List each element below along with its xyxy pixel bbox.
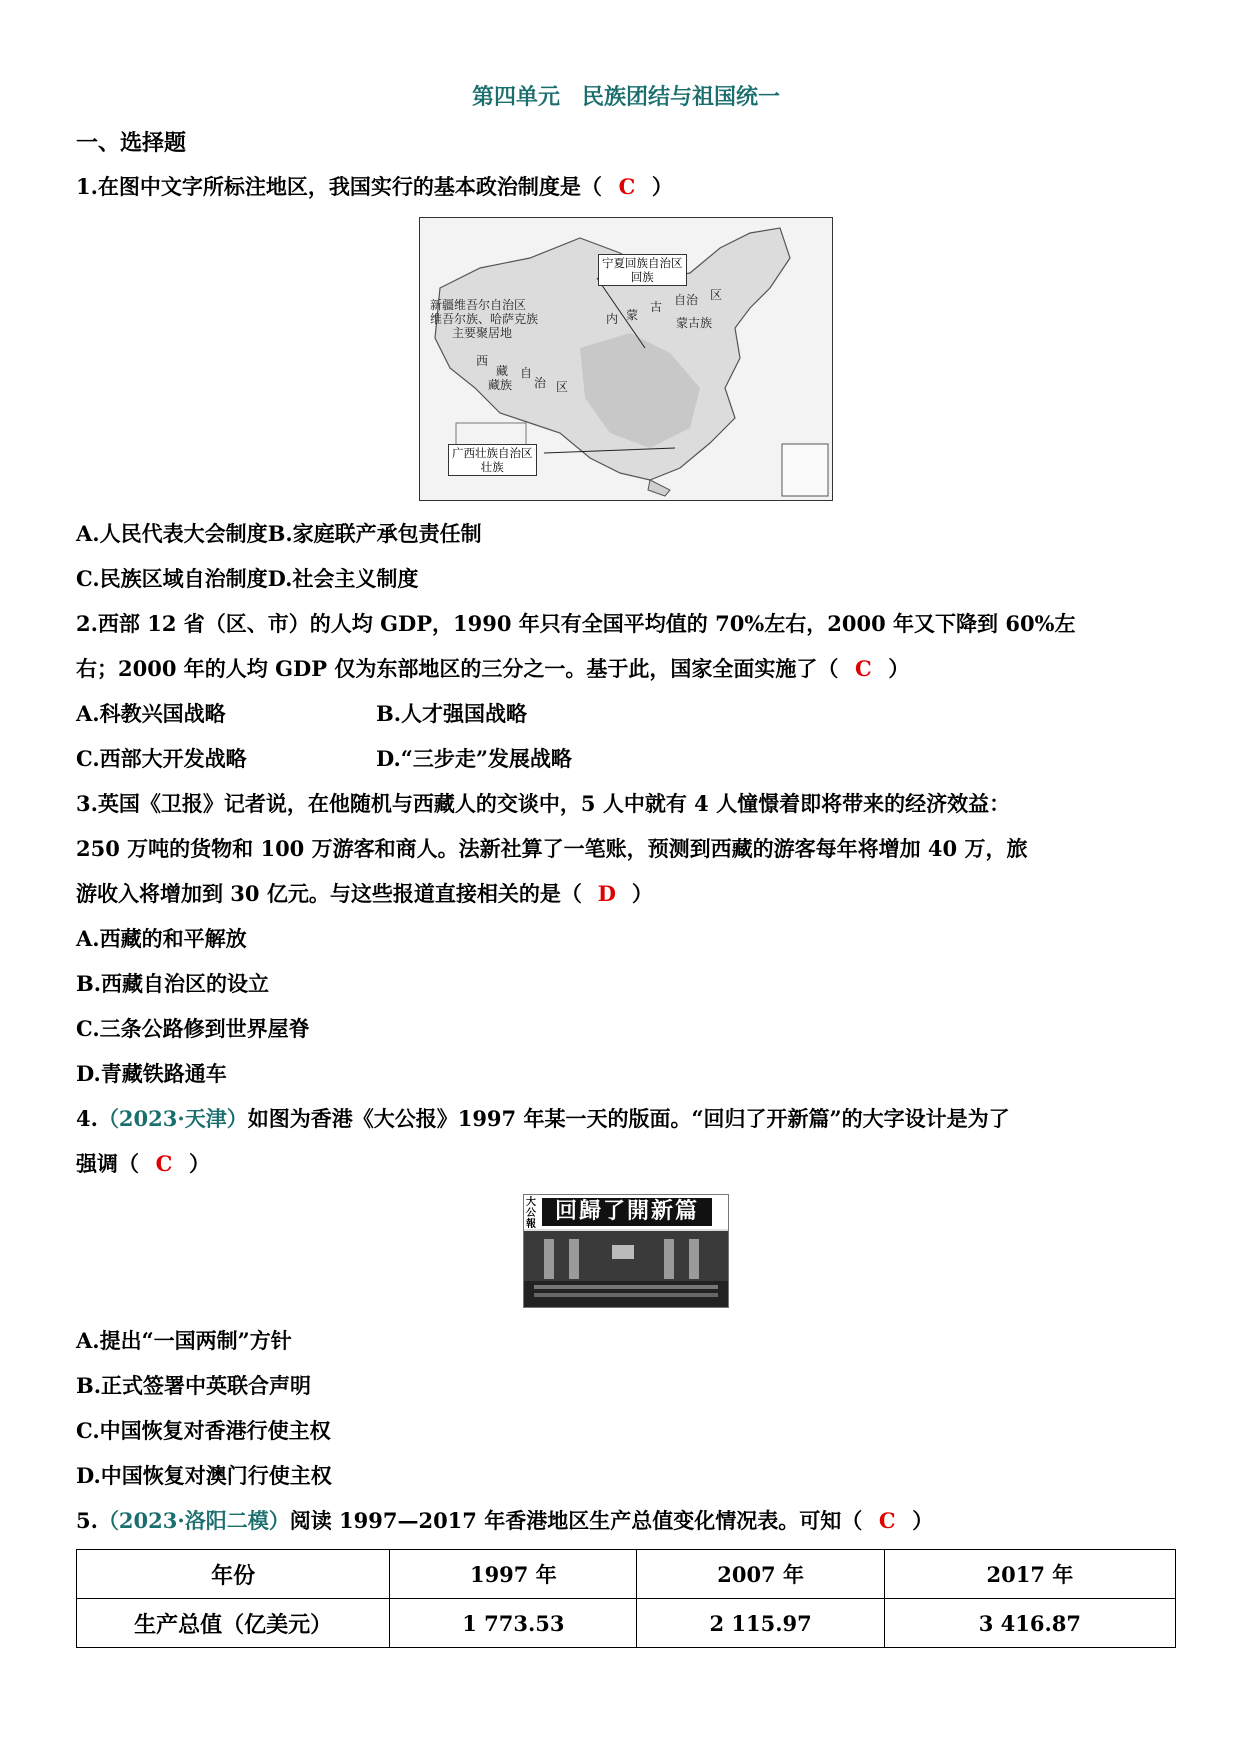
neimenggu-char-5: 治 [686, 293, 699, 307]
newspaper-photo [524, 1231, 728, 1307]
question-2-answer: C [854, 656, 872, 681]
xizang-char-1: 西 [476, 354, 489, 368]
xizang-char-3: 自 [520, 366, 533, 380]
xizang-char-2: 藏 [496, 364, 509, 378]
neimenggu-char-3: 古 [650, 300, 663, 314]
question-3-stem-line-1: 3.英国《卫报》记者说，在他随机与西藏人的交谈中，5 人中就有 4 人憧憬着即将带来的经济效益： [76, 791, 1011, 816]
question-1-text: 1.在图中文字所标注地区，我国实行的基本政治制度是（ [76, 174, 602, 199]
neimenggu-char-1: 内 [606, 312, 619, 326]
question-4-option-a: A.提出“一国两制”方针 [76, 1328, 292, 1353]
question-3-option-b: B.西藏自治区的设立 [76, 971, 270, 996]
table-header-cell: 2017 年 [884, 1550, 1175, 1599]
question-2-option-a: A.科教兴国战略 [76, 701, 226, 726]
table-header-row [77, 1550, 1176, 1599]
table-row [77, 1599, 1176, 1648]
table-header-cell: 2007 年 [637, 1550, 884, 1599]
question-3-stem-line-2: 250 万吨的货物和 100 万游客和商人。法新社算了一笔账，预测到西藏的游客每年将增加 40 万，旅 [76, 836, 1028, 861]
guangxi-people-label: 壮族 [480, 460, 504, 474]
guangxi-label-box [448, 444, 537, 476]
question-4-stem-line-2: 强调（ C ） [76, 1141, 1176, 1186]
table-cell: 3 416.87 [884, 1599, 1175, 1648]
question-1-figure [76, 217, 1176, 501]
unit-label: 第四单元 [471, 85, 560, 110]
gdp-table [76, 1549, 1176, 1648]
question-3-option-c: C.三条公路修到世界屋脊 [76, 1016, 310, 1041]
question-2-option-d: D.“三步走”发展战略 [376, 746, 572, 771]
unit-name: 民族团结与祖国统一 [582, 85, 781, 110]
table-header-cell: 1997 年 [390, 1550, 637, 1599]
question-1-close: ） [651, 174, 673, 199]
ningxia-label: 宁夏回族自治区 [602, 256, 683, 270]
china-map [419, 217, 833, 501]
ningxia-people-label: 回族 [630, 270, 654, 284]
question-3-option-d: D.青藏铁路通车 [76, 1061, 227, 1086]
south-sea-inset [782, 444, 828, 496]
worksheet [76, 70, 1176, 1648]
guangxi-label: 广西壮族自治区 [452, 446, 533, 460]
newspaper-headline: 回歸了開新篇 [542, 1198, 712, 1226]
newspaper-masthead: 大公報 [526, 1197, 536, 1230]
question-3-answer: D [597, 881, 616, 906]
question-5-stem: 5.（2023·洛阳二模）阅读 1997—2017 年香港地区生产总值变化情况表。可知（ C ） [76, 1498, 1176, 1543]
question-4-source: （2023·天津） [97, 1106, 248, 1131]
question-2-option-c: C.西部大开发战略 [76, 746, 247, 771]
question-2-options-ab [76, 691, 1176, 736]
question-1-options-cd: C.民族区域自治制度D.社会主义制度 [76, 566, 419, 591]
question-4-option-d: D.中国恢复对澳门行使主权 [76, 1463, 332, 1488]
question-3-option-a: A.西藏的和平解放 [76, 926, 247, 951]
question-1-stem [76, 164, 1176, 209]
question-2-stem-line-2: 右；2000 年的人均 GDP 仅为东部地区的三分之一。基于此，国家全面实施了（ C ） [76, 646, 1176, 691]
neimenggu-char-2: 蒙 [626, 308, 639, 322]
question-4-option-b: B.正式签署中英联合声明 [76, 1373, 312, 1398]
hainan-island [648, 480, 670, 496]
question-5-answer: C [878, 1508, 896, 1533]
newspaper-header [524, 1195, 728, 1229]
xizang-char-5: 区 [556, 380, 569, 394]
question-3-stem-line-3: 游收入将增加到 30 亿元。与这些报道直接相关的是（ D ） [76, 871, 1176, 916]
table-cell: 生产总值（亿美元） [77, 1599, 390, 1648]
table-cell: 1 773.53 [390, 1599, 637, 1648]
question-4-option-c: C.中国恢复对香港行使主权 [76, 1418, 331, 1443]
page-title [76, 82, 1176, 114]
xinjiang-label: 新疆维吾尔自治区 维吾尔族、哈萨克族 主要聚居地 [430, 298, 539, 340]
ningxia-label-box [598, 254, 687, 286]
table-header-cell: 年份 [77, 1550, 390, 1599]
neimenggu-char-4: 自 [674, 293, 687, 307]
neimenggu-people-label: 蒙古族 [676, 316, 713, 330]
question-5-source: （2023·洛阳二模） [97, 1508, 290, 1533]
question-1-answer: C [618, 174, 636, 199]
xizang-people-label: 藏族 [488, 378, 513, 392]
question-4-answer: C [155, 1151, 173, 1176]
section-heading: 一、选择题 [76, 131, 187, 156]
xizang-char-4: 治 [534, 376, 547, 390]
question-2-options-cd [76, 736, 1176, 781]
ceremony-photo-graphic [524, 1231, 728, 1307]
newspaper-image [523, 1194, 729, 1308]
question-4-figure [76, 1194, 1176, 1308]
question-1-options-ab: A.人民代表大会制度B.家庭联产承包责任制 [76, 521, 482, 546]
question-2-option-b: B.人才强国战略 [376, 701, 528, 726]
table-cell: 2 115.97 [637, 1599, 884, 1648]
neimenggu-char-6: 区 [710, 288, 723, 302]
question-4-stem-line-1: 4.（2023·天津）如图为香港《大公报》1997 年某一天的版面。“回归了开新篇”的大字设计是为了 [76, 1106, 1010, 1131]
question-2-stem-line-1: 2.西部 12 省（区、市）的人均 GDP，1990 年只有全国平均值的 70%左右，2000 年又下降到 60%左 [76, 611, 1076, 636]
